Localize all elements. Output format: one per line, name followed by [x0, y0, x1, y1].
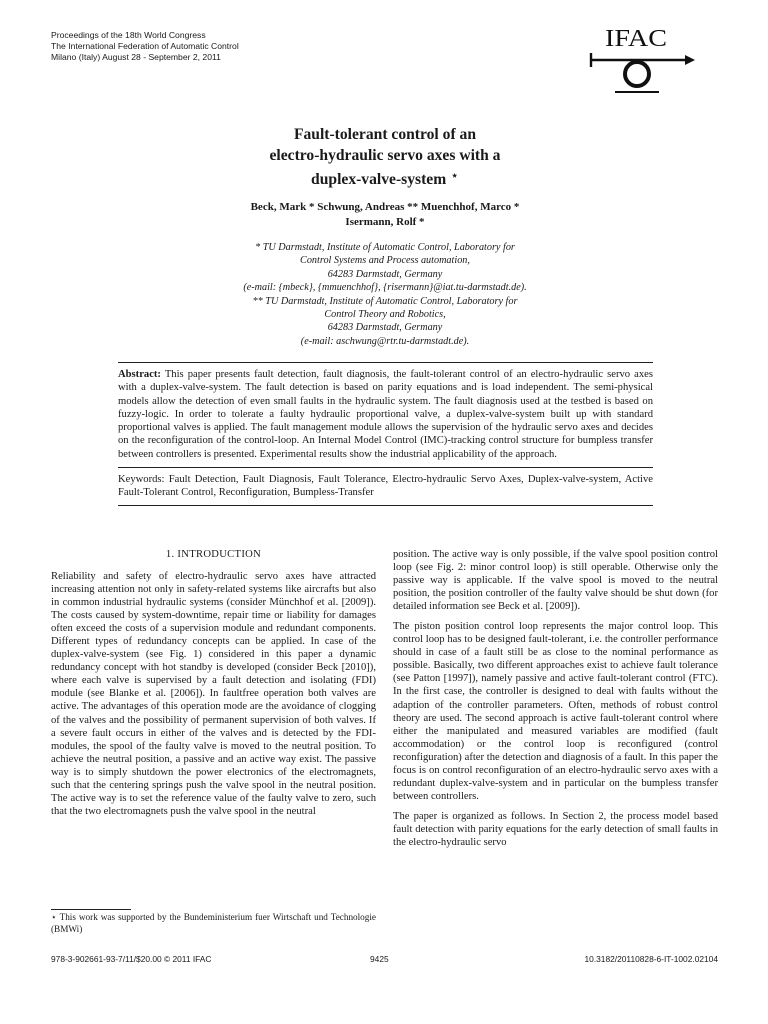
abstract-text: This paper presents fault detection, fault diagnosis, the fault-tolerant control of an electro-hydraulic servo axes with a duplex-valve-system. The fault detection is based on parity equations and is load independent. The semi-physical models allow the detection of even small faults in the hydraulic system. The fault diagnosis used at the testbed is based on fuzzy-logic. In order to tolerate a faulty hydraulic proportional valve, a duplex-valve-system built up with standard proportional valves is applied. The fault management module allows the supervision of the hydraulic servo axes and decides on the reconfiguration of the control-loop. An Internal Model Control (IMC)-tracking control structure for bumpless transfer between controllers is presented. Experimental results show the industrial applicability of the approach. — [118, 369, 653, 460]
title-line: duplex-valve-system — [311, 171, 447, 188]
affiliation-line: Control Theory and Robotics, — [324, 309, 446, 321]
paragraph: The piston position control loop represents the major control loop. This control loop has to be designed fault-tolerant, i.e. the controller performance should in case of a fault still be as close to the nominal performance as possible. Basically, two different approaches exist to achieve fault tolerance (see Patton [1997]), namely passive and active fault-tolerant control (FTC). In the first case, the controller is designed to deal with faults without the adaption of the controller parameters. Often, methods of robust control theory are used. The second approach is active fault-tolerant control where either the manipulated and measured variables are modified (fault accommodation) or the control loop is reconfigured (control reconfiguration) after the detection and diagnosis of a fault. In this paper the focus is on control reconfiguration of an electro-hydraulic servo axes with a redundant duplex-valve-system and in particular on the bumpless transfer between controllers. — [393, 621, 718, 802]
right-column — [393, 548, 718, 856]
affiliation-line: 64283 Darmstadt, Germany — [327, 322, 443, 334]
affiliation-line: ** TU Darmstadt, Institute of Automatic Control, Laboratory for — [252, 295, 518, 307]
affiliation-line: Control Systems and Process automation, — [300, 255, 470, 267]
title-footnote-star: ⋆ — [450, 169, 459, 184]
paper-title — [180, 124, 590, 190]
author-line: Isermann, Rolf * — [345, 216, 425, 228]
proceedings-header — [51, 30, 411, 63]
ifac-logo-icon — [585, 22, 697, 94]
ifac-logo-text: IFAC — [605, 26, 667, 52]
proceedings-line: The International Federation of Automatic Control — [51, 41, 239, 51]
paragraph: The paper is organized as follows. In Section 2, the process model based fault detection with parity equations for the early detection of small faults in the electro-hydraulic servo — [393, 810, 718, 848]
affiliation-line: 64283 Darmstadt, Germany — [327, 268, 443, 280]
affiliation-line: (e-mail: aschwung@rtr.tu-darmstadt.de). — [300, 335, 470, 347]
affiliations — [150, 241, 620, 348]
footer-page-number: 9425 — [370, 954, 389, 964]
paragraph: position. The active way is only possible, if the valve spool position control loop (see Fig. 2: minor control loop) is still operable. Otherwise only the passive way is applicable. If the valve spool is moved to the neutral position, the position controller of the faulty valve should be shut down (for detailed information see Beck et al. [2009]). — [393, 549, 718, 613]
affiliation-line: (e-mail: {mbeck}, {mmuenchhof}, {risermann}@iat.tu-darmstadt.de). — [243, 282, 527, 294]
proceedings-line: Proceedings of the 18th World Congress — [51, 30, 206, 40]
abstract-label: Abstract: — [118, 369, 161, 380]
keywords: Keywords: Fault Detection, Fault Diagnosis, Fault Tolerance, Electro-hydraulic Servo Axes, Duplex-valve-system, Active Fault-Tolerant Control, Reconfiguration, Bumpless-Transfer — [118, 474, 653, 499]
section-heading: 1. INTRODUCTION — [165, 549, 262, 560]
author-list — [150, 200, 620, 230]
title-line: electro-hydraulic servo axes with a — [269, 147, 501, 164]
proceedings-line: Milano (Italy) August 28 - September 2, 2011 — [51, 52, 221, 62]
left-column — [51, 548, 376, 825]
abstract-box — [118, 362, 653, 506]
abstract — [118, 363, 653, 467]
footnote: ⋆ This work was supported by the Bundeministerium fuer Wirtschaft und Technologie (BMWi) — [51, 912, 376, 934]
abstract-bottom-rule — [118, 505, 653, 506]
title-line: Fault-tolerant control of an — [293, 126, 477, 143]
author-line: Beck, Mark * Schwung, Andreas ** Muenchhof, Marco * — [250, 201, 520, 213]
affiliation-line: * TU Darmstadt, Institute of Automatic Control, Laboratory for — [255, 242, 515, 253]
footnote-rule — [51, 909, 131, 910]
title-line-with-star — [180, 166, 590, 190]
paragraph: Reliability and safety of electro-hydraulic servo axes have attracted increasing attention not only in safety-related systems like aircrafts but also in common industrial hydraulic systems (consider Münchhof et al. [2009]). The costs caused by system-downtime, repair time or liability for damages often exceed the costs of a supervision module and redundant components. Different types of redundancy concepts can be applied. In case of the duplex-valve-system (see Fig. 1) considered in this paper a dynamic redundancy concept with hot standby is developed (consider Beck [2010]), where each valve is supervised by a fault detection and isolating (FDI) module (see Blanke et al. [2006]). In faultfree operation both valves are active. The advantages of this operation mode are the avoidance of clogging of the valves and the possibility of permanent supervision of both valves. If a severe fault occurs in either of the valves and is detected by the FDI-modules, the spool of the faulty valve is moved to the neutral position. To achieve the neutral position, a passive and an active way exist. The passive way is to simply shutdown the power electronics of the electromagnets, such that the centering springs push the valve spool in the neutral position. The active way is to set the reference value of the faulty valve to zero, such that the two electromagnets push the valve spool in the neutral — [51, 571, 376, 817]
footer-doi: 10.3182/20110828-6-IT-1002.02104 — [584, 954, 718, 964]
footer-isbn: 978-3-902661-93-7/11/$20.00 © 2011 IFAC — [51, 954, 212, 964]
